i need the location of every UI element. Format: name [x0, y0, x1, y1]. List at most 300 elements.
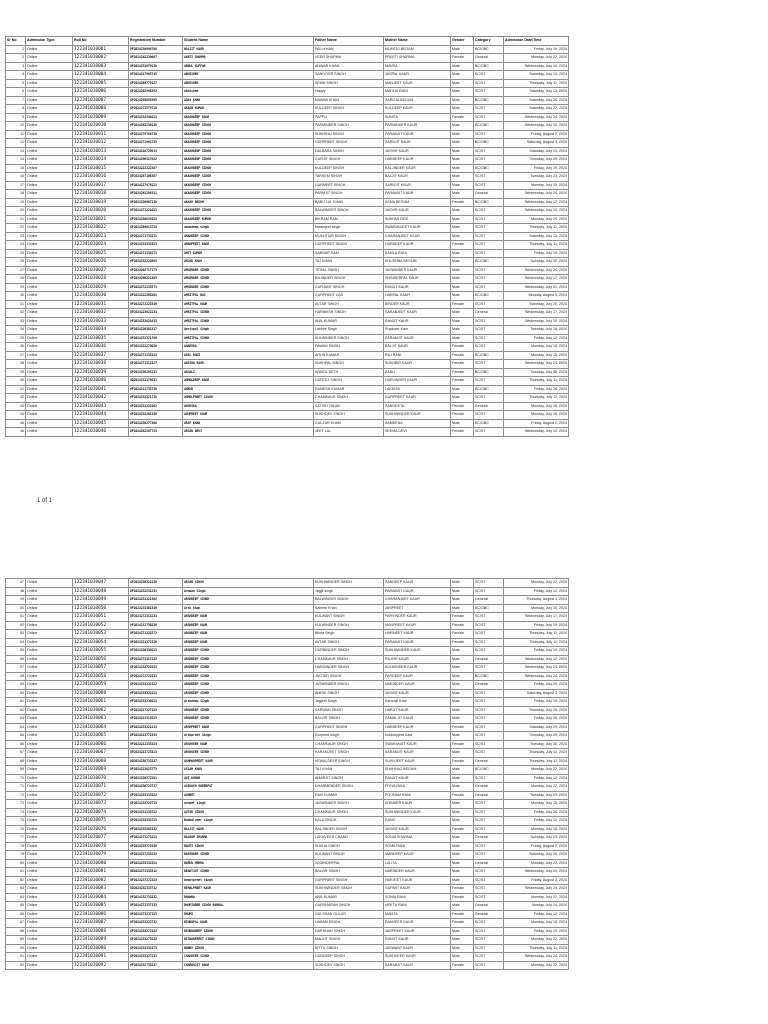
roll-no-cell: 122341010018	[73, 190, 129, 199]
student-name-cell: BALJIT KAUR	[183, 45, 314, 54]
admission-date-cell: Wednesday, July 10, 2024	[504, 428, 569, 437]
table-row	[6, 266, 569, 275]
student-name-cell: Armaan Singh	[183, 587, 314, 596]
roll-no-cell: 122341010088	[73, 927, 129, 936]
admission-type-cell: Online	[26, 825, 73, 834]
registration-number-cell: UP2024272313233	[129, 613, 183, 622]
category-cell: SC/ST	[474, 689, 504, 698]
registration-number-cell: UP2024290317822	[129, 156, 183, 165]
header-category: Category	[474, 37, 504, 46]
student-name-cell: AKASHDEEP SINGH	[183, 173, 314, 182]
roll-no-cell: 122341010073	[73, 800, 129, 809]
roll-no-cell: 122341010072	[73, 791, 129, 800]
table-row	[6, 292, 569, 301]
category-cell: SC/ST	[474, 647, 504, 656]
category-cell: SC/ST	[474, 927, 504, 936]
registration-number-cell: UP2024232232202	[129, 402, 183, 411]
student-name-cell: CHANVEER SINGH	[183, 953, 314, 962]
mother-name-cell: NEETU RANI	[384, 902, 451, 911]
mother-name-cell: KULWINDER KAUR	[384, 664, 451, 673]
registration-number-cell: UP2024213723323	[129, 749, 183, 758]
roll-no-cell: 122341010041	[73, 385, 129, 394]
mother-name-cell: KULDEEP KAUR	[384, 105, 451, 114]
gender-cell: Male	[451, 689, 474, 698]
mother-name-cell: LAKSHVI	[384, 385, 451, 394]
table-row	[6, 919, 569, 928]
table-row	[6, 791, 569, 800]
gender-cell: Male	[451, 706, 474, 715]
registration-number-cell: UP2024221313523	[129, 715, 183, 724]
admission-type-cell: Online	[26, 351, 73, 360]
mother-name-cell: KAMALJIT KAUR	[384, 715, 451, 724]
gender-cell: Male	[451, 62, 474, 71]
father-name-cell: GURTEJ SINGH	[314, 377, 384, 386]
student-name-cell: ASLAM KHAN	[183, 766, 314, 775]
admission-date-cell: Friday, August 2, 2024	[504, 876, 569, 885]
gender-cell: Female	[451, 360, 474, 369]
admission-date-cell: Thursday, August 1, 2024	[504, 596, 569, 605]
table-row	[6, 927, 569, 936]
table-row	[6, 377, 569, 386]
table-row	[6, 122, 569, 131]
sr-no-cell: 23	[6, 232, 26, 241]
roll-no-cell: 122341010002	[73, 54, 129, 63]
admission-type-cell: Online	[26, 249, 73, 258]
category-cell: General	[474, 681, 504, 690]
student-name-cell: BINDUPAL KAUR	[183, 919, 314, 928]
student-name-cell: ANUPREET KAUR	[183, 411, 314, 420]
registration-number-cell: UP2024232540223	[129, 113, 183, 122]
sr-no-cell: 8	[6, 105, 26, 114]
admission-date-cell: Monday, July 15, 2024	[504, 181, 569, 190]
father-name-cell: SATISH YADAV	[314, 402, 384, 411]
mother-name-cell: JASVIR KAUR	[384, 207, 451, 216]
registration-number-cell: UP2024233202332	[129, 825, 183, 834]
student-name-cell: AMRITPAL DAS	[183, 292, 314, 301]
father-name-cell: AVTAR SINGH	[314, 300, 384, 309]
admission-type-cell: Online	[26, 164, 73, 173]
sr-no-cell: 2	[6, 54, 26, 63]
table-row	[6, 45, 569, 54]
student-name-cell: ARSHVEER KAUR	[183, 740, 314, 749]
student-name-cell: AKASHDEEP SINGH	[183, 122, 314, 131]
registration-number-cell: UP2024233322223	[129, 689, 183, 698]
father-name-cell: Jagjit singh	[314, 587, 384, 596]
mother-name-cell: CHARANJEET KAUR	[384, 596, 451, 605]
student-name-cell: AARTI SHARMA	[183, 54, 314, 63]
sr-no-cell: 29	[6, 283, 26, 292]
admission-type-cell: Online	[26, 334, 73, 343]
admission-type-cell: Online	[26, 368, 73, 377]
roll-no-cell: 122341010037	[73, 351, 129, 360]
category-cell: SC/ST	[474, 621, 504, 630]
registration-number-cell: UP2024233723330	[129, 842, 183, 851]
category-cell: SC/ST	[474, 961, 504, 970]
mother-name-cell: SUKHVEER KAUR	[384, 953, 451, 962]
category-cell: BC/OBC	[474, 419, 504, 428]
admission-type-cell: Online	[26, 723, 73, 732]
roll-no-cell: 122341010036	[73, 343, 129, 352]
admission-date-cell: Wednesday, July 10, 2024	[504, 62, 569, 71]
gender-cell: Male	[451, 732, 474, 741]
admission-type-cell: Online	[26, 105, 73, 114]
student-name-cell: ARSHPREET KAUR	[183, 723, 314, 732]
sr-no-cell: 7	[6, 96, 26, 105]
father-name-cell: GURPREET SINGH	[314, 723, 384, 732]
admission-type-cell: Online	[26, 834, 73, 843]
mother-name-cell: RANJIT KAUR	[384, 317, 451, 326]
sr-no-cell: 37	[6, 351, 26, 360]
student-table-page-2	[5, 578, 569, 970]
registration-number-cell: UP2024212730230	[129, 621, 183, 630]
father-name-cell: PARMINDER SINGH	[314, 122, 384, 131]
admission-date-cell: Tuesday, July 30, 2024	[504, 368, 569, 377]
gender-cell: Male	[451, 164, 474, 173]
admission-type-cell: Online	[26, 749, 73, 758]
mother-name-cell: MADHU RANI	[384, 88, 451, 97]
mother-name-cell: RANJIT KAUR	[384, 936, 451, 945]
admission-type-cell: Online	[26, 283, 73, 292]
father-name-cell: RAJINDER SINGH	[314, 275, 384, 284]
admission-date-cell: Thursday, July 11, 2024	[504, 377, 569, 386]
table-row	[6, 698, 569, 707]
admission-type-cell: Online	[26, 207, 73, 216]
roll-no-cell: 122341010061	[73, 698, 129, 707]
gender-cell: Male	[451, 317, 474, 326]
registration-number-cell: UP2024273237323	[129, 910, 183, 919]
registration-number-cell: UP2024233332321	[129, 859, 183, 868]
table-row	[6, 723, 569, 732]
admission-date-cell: Monday, July 22, 2024	[504, 579, 569, 588]
table-row	[6, 62, 569, 71]
category-cell: General	[474, 757, 504, 766]
student-name-cell: ABHISHEK	[183, 71, 314, 80]
student-name-cell: AKASHDEEP KUMAR	[183, 215, 314, 224]
sr-no-cell: 15	[6, 164, 26, 173]
registration-number-cell: UP2024237233232	[129, 851, 183, 860]
table-row	[6, 147, 569, 156]
father-name-cell: PALI KHAN	[314, 45, 384, 54]
sr-no-cell: 67	[6, 749, 26, 758]
gender-cell: Male	[451, 181, 474, 190]
registration-number-cell: UP2024272317232	[129, 655, 183, 664]
category-cell: BC/OBC	[474, 672, 504, 681]
father-name-cell: ARUN KUMAR	[314, 351, 384, 360]
student-name-cell: AMRITPAL SINGH	[183, 317, 314, 326]
admission-type-cell: Online	[26, 428, 73, 437]
father-name-cell: TARSEM SINGH	[314, 173, 384, 182]
table-row	[6, 419, 569, 428]
sr-no-cell: 27	[6, 266, 26, 275]
category-cell: SC/ST	[474, 360, 504, 369]
gender-cell: Male	[451, 868, 474, 877]
registration-number-cell: UP2024231233722	[129, 808, 183, 817]
mother-name-cell: RANJIT KAUR	[384, 283, 451, 292]
category-cell: SC/ST	[474, 317, 504, 326]
gender-cell: Male	[451, 647, 474, 656]
father-name-cell: AMARJIT SINGH	[314, 774, 384, 783]
roll-no-cell: 122341010013	[73, 147, 129, 156]
student-name-cell: AMIT KUMAR	[183, 249, 314, 258]
roll-no-cell: 122341010052	[73, 621, 129, 630]
sr-no-cell: 25	[6, 249, 26, 258]
mother-name-cell: HARPAL KAUR	[384, 292, 451, 301]
mother-name-cell: PARAMJIT KAUR	[384, 638, 451, 647]
gender-cell: Male	[451, 88, 474, 97]
mother-name-cell: SARBJIT KAUR	[384, 139, 451, 148]
mother-name-cell: BABLI	[384, 368, 451, 377]
roll-no-cell: 122341010049	[73, 596, 129, 605]
category-cell: BC/OBC	[474, 766, 504, 775]
category-cell: General	[474, 655, 504, 664]
sr-no-cell: 49	[6, 596, 26, 605]
gender-cell: Male	[451, 808, 474, 817]
sr-no-cell: 45	[6, 419, 26, 428]
gender-cell: Male	[451, 224, 474, 233]
mother-name-cell: Rupinder Kaur	[384, 326, 451, 335]
gender-cell: Female	[451, 961, 474, 970]
gender-cell: Female	[451, 343, 474, 352]
admission-type-cell: Online	[26, 936, 73, 945]
mother-name-cell: SONIA SHARMA	[384, 834, 451, 843]
category-cell: SC/ST	[474, 79, 504, 88]
father-name-cell: PAWAN SINGH	[314, 343, 384, 352]
sr-no-cell: 91	[6, 953, 26, 962]
gender-cell: Male	[451, 587, 474, 596]
student-name-cell: AKASHDEEP SINGH	[183, 190, 314, 199]
father-name-cell: CHAMKAUR SINGH	[314, 655, 384, 664]
admission-date-cell: Thursday, July 11, 2024	[504, 757, 569, 766]
student-name-cell: amandeep singh	[183, 224, 314, 233]
father-name-cell: GURSHARAN SINGH	[314, 902, 384, 911]
admission-type-cell: Online	[26, 292, 73, 301]
header-mother-name: Mother Name	[384, 37, 451, 46]
registration-number-cell: UP2024289013728	[129, 224, 183, 233]
roll-no-cell: 122341010091	[73, 953, 129, 962]
father-name-cell: HARMINDER SINGH	[314, 664, 384, 673]
father-name-cell: BIKRAM RAM	[314, 215, 384, 224]
mother-name-cell: HARJEET KAUR	[384, 876, 451, 885]
sr-no-cell: 68	[6, 757, 26, 766]
student-name-cell: ASHMANPREET KAUR	[183, 757, 314, 766]
admission-type-cell: Online	[26, 851, 73, 860]
category-cell: SC/ST	[474, 842, 504, 851]
registration-number-cell: UP2024233332723	[129, 817, 183, 826]
registration-number-cell: UP2024272223330	[129, 300, 183, 309]
category-cell: SC/ST	[474, 587, 504, 596]
registration-number-cell: UP2024232321738	[129, 394, 183, 403]
mother-name-cell: CHARANJEET KAUR	[384, 232, 451, 241]
mother-name-cell: PREETI SHARMA	[384, 54, 451, 63]
category-cell: BC/OBC	[474, 351, 504, 360]
category-cell: SC/ST	[474, 173, 504, 182]
admission-type-cell: Online	[26, 842, 73, 851]
admission-date-cell: Wednesday, July 24, 2024	[504, 664, 569, 673]
registration-number-cell: UP2024271223372	[129, 630, 183, 639]
admission-date-cell: Tuesday, July 23, 2024	[504, 173, 569, 182]
registration-number-cell: UD2024232333732	[129, 885, 183, 894]
sr-no-cell: 78	[6, 842, 26, 851]
registration-number-cell: UP2024233333323	[129, 241, 183, 250]
roll-no-cell: 122341010084	[73, 893, 129, 902]
roll-no-cell: 122341010017	[73, 181, 129, 190]
admission-type-cell: Online	[26, 893, 73, 902]
father-name-cell: SUKHDEV SINGH	[314, 411, 384, 420]
admission-type-cell: Online	[26, 411, 73, 420]
student-name-cell: ARSHDEEP KAUR	[183, 613, 314, 622]
father-name-cell: GURBINDER SINGH	[314, 647, 384, 656]
father-name-cell: BALWINDER SINGH	[314, 596, 384, 605]
father-name-cell: SEWA SINGH	[314, 79, 384, 88]
admission-date-cell: Friday, July 12, 2024	[504, 334, 569, 343]
mother-name-cell: SWARANJEET KAUR	[384, 224, 451, 233]
admission-date-cell: Monday, August 5, 2024	[504, 292, 569, 301]
admission-type-cell: Online	[26, 638, 73, 647]
sr-no-cell: 59	[6, 681, 26, 690]
registration-number-cell: UP2024232201330	[129, 411, 183, 420]
gender-cell: Male	[451, 334, 474, 343]
table-row	[6, 655, 569, 664]
admission-date-cell: Friday, July 26, 2024	[504, 385, 569, 394]
table-row	[6, 647, 569, 656]
sr-no-cell: 79	[6, 851, 26, 860]
sr-no-cell: 30	[6, 292, 26, 301]
gender-cell: Female	[451, 757, 474, 766]
admission-date-cell: Thursday, July 11, 2024	[504, 749, 569, 758]
sr-no-cell: 35	[6, 334, 26, 343]
table-row	[6, 834, 569, 843]
sr-no-cell: 33	[6, 317, 26, 326]
admission-date-cell: Thursday, July 11, 2024	[504, 944, 569, 953]
father-name-cell: KULDEEP SINGH	[314, 105, 384, 114]
category-cell: SC/ST	[474, 774, 504, 783]
sr-no-cell: 53	[6, 630, 26, 639]
admission-type-cell: Online	[26, 122, 73, 131]
father-name-cell: CHAMKAUR SINGH	[314, 808, 384, 817]
category-cell: SC/ST	[474, 698, 504, 707]
sr-no-cell: 77	[6, 834, 26, 843]
roll-no-cell: 122341010027	[73, 266, 129, 275]
table-row	[6, 402, 569, 411]
admission-date-cell: Monday, July 15, 2024	[504, 604, 569, 613]
category-cell: BC/OBC	[474, 96, 504, 105]
category-cell: SC/ST	[474, 808, 504, 817]
registration-number-cell: UP2024273273223	[129, 834, 183, 843]
mother-name-cell: GURPREET KAUR	[384, 394, 451, 403]
student-name-cell: Babbalveer singh	[183, 817, 314, 826]
registration-number-cell: UP2024233323732	[129, 919, 183, 928]
father-name-cell: GURPREET DAS	[314, 292, 384, 301]
student-name-cell: ARSHDEEP KAUR	[183, 621, 314, 630]
father-name-cell: BALWINDER SINGH	[314, 207, 384, 216]
category-cell: SC/ST	[474, 215, 504, 224]
category-cell: SC/ST	[474, 868, 504, 877]
roll-no-cell: 122341010008	[73, 105, 129, 114]
student-name-cell: AMNINDER SINGH	[183, 283, 314, 292]
category-cell: SC/ST	[474, 241, 504, 250]
admission-type-cell: Online	[26, 944, 73, 953]
father-name-cell: Happy	[314, 88, 384, 97]
table-row	[6, 817, 569, 826]
gender-cell: Female	[451, 428, 474, 437]
gender-cell: Male	[451, 834, 474, 843]
roll-no-cell: 122341010006	[73, 88, 129, 97]
admission-date-cell: Wednesday, July 24, 2024	[504, 885, 569, 894]
mother-name-cell: NARINDER KAUR	[384, 868, 451, 877]
father-name-cell: SUKHDEV SINGH	[314, 961, 384, 970]
sr-no-cell: 18	[6, 190, 26, 199]
table-row	[6, 749, 569, 758]
mother-name-cell: RANO	[384, 817, 451, 826]
category-cell: BC/OBC	[474, 292, 504, 301]
table-row	[6, 113, 569, 122]
sr-no-cell: 71	[6, 783, 26, 792]
father-name-cell: RAVI KUMAR	[314, 791, 384, 800]
sr-no-cell: 17	[6, 181, 26, 190]
father-name-cell: VEER SHARMA	[314, 54, 384, 63]
category-cell: BC/OBC	[474, 62, 504, 71]
category-cell: General	[474, 910, 504, 919]
admission-date-cell: Friday, July 12, 2024	[504, 910, 569, 919]
header-row	[6, 37, 569, 46]
gender-cell: Male	[451, 385, 474, 394]
admission-type-cell: Online	[26, 910, 73, 919]
category-cell: SC/ST	[474, 885, 504, 894]
registration-number-cell: UP2024272722333	[129, 672, 183, 681]
admission-date-cell: Friday, July 12, 2024	[504, 817, 569, 826]
mother-name-cell: JASVIR KAUR	[384, 689, 451, 698]
table-header	[6, 37, 569, 46]
gender-cell: Male	[451, 139, 474, 148]
mother-name-cell: ASMA BEGUM	[384, 198, 451, 207]
table-row	[6, 579, 569, 588]
page-count: 1 of 1	[37, 498, 53, 504]
roll-no-cell: 122341010066	[73, 740, 129, 749]
mother-name-cell: LALITA	[384, 859, 451, 868]
registration-number-cell: UP2024271221021	[129, 207, 183, 216]
mother-name-cell: MANJEET KAUR	[384, 79, 451, 88]
category-cell: SC/ST	[474, 706, 504, 715]
category-cell: SC/ST	[474, 224, 504, 233]
gender-cell: Male	[451, 79, 474, 88]
student-name-cell: ARSHDEEP SINGH	[183, 706, 314, 715]
roll-no-cell: 122341010090	[73, 944, 129, 953]
student-name-cell: ABHISHEK	[183, 79, 314, 88]
sr-no-cell: 22	[6, 224, 26, 233]
sr-no-cell: 89	[6, 936, 26, 945]
admission-date-cell: Monday, July 15, 2024	[504, 800, 569, 809]
gender-cell: Male	[451, 817, 474, 826]
student-name-cell: BALJIT KAUR	[183, 825, 314, 834]
registration-number-cell: UP2024271338273	[129, 249, 183, 258]
roll-no-cell: 122341010044	[73, 411, 129, 420]
sr-no-cell: 69	[6, 766, 26, 775]
sr-no-cell: 52	[6, 621, 26, 630]
sr-no-cell: 92	[6, 961, 26, 970]
father-name-cell: KULWANT SINGH	[314, 851, 384, 860]
registration-number-cell: UP2024291289311	[129, 190, 183, 199]
table-row	[6, 394, 569, 403]
student-name-cell: BEANTJOT SINGH	[183, 868, 314, 877]
mother-name-cell: SANGEETA	[384, 402, 451, 411]
sr-no-cell: 9	[6, 113, 26, 122]
table-row	[6, 842, 569, 851]
roll-no-cell: 122341010007	[73, 96, 129, 105]
table-row	[6, 621, 569, 630]
registration-number-cell: UP2024221372320	[129, 638, 183, 647]
admission-type-cell: Online	[26, 740, 73, 749]
table-row	[6, 783, 569, 792]
